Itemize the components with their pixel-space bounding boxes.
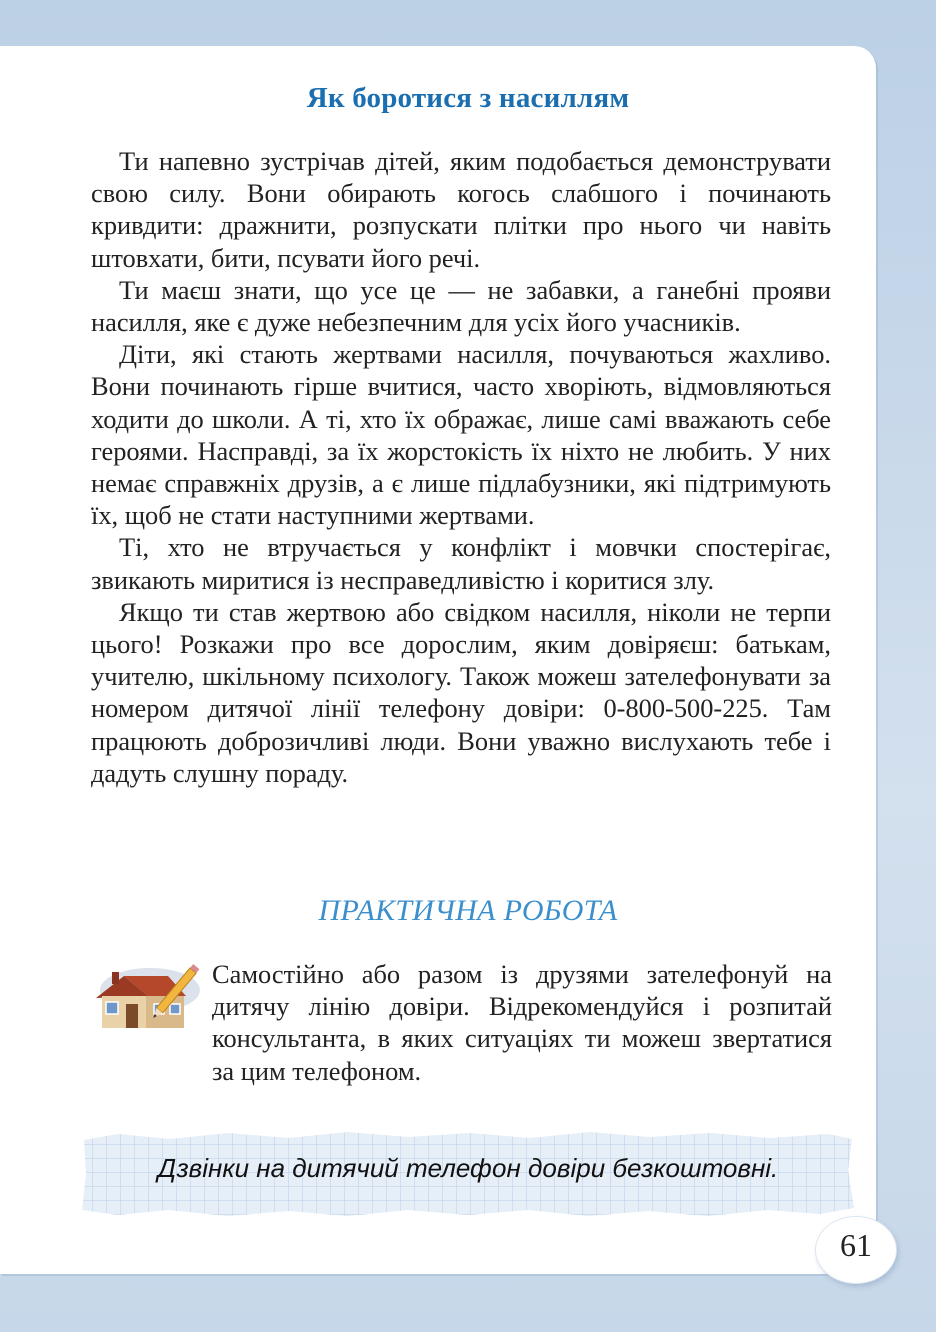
paragraph-2: Ти маєш знати, що усе це — не забавки, а ганебні прояви насилля, яке є дуже небезпечним для усіх його учасників. [91,274,831,338]
note-text: Дзвінки на дитячий телефон довіри безкоштовні. [157,1153,779,1183]
paragraph-3: Діти, які стають жертвами насилля, почуваються жахливо. Вони починають гірше вчитися, часто хворіють, відмовляються ходити до школи. А ті, хто їх ображає, лише самі вважають себе героями. Насправді, за їх жорстокість їх ніхто не любить. У них немає справжніх друзів, а є лише підлабузники, які підтримують їх, щоб не стати наступними жертвами. [91,339,831,531]
paragraph-4: Ті, хто не втручається у конфлікт і мовчки спостерігає, звикають миритися із несправедливістю і коритися злу. [91,532,831,595]
paragraph-5: Якщо ти став жертвою або свідком насилля, ніколи не терпи цього! Розкажи про все дорослим, яким довіряєш: батькам, учителю, шкільному психологу. Також можеш зателефонувати за номером дитячої лінії телефону довіри: 0-800-500-225. Там працюють доброзичливі люди. Вони уважно вислухають тебе і дадуть слушну пораду. [91,596,831,788]
house-with-pencil-icon [90,962,202,1032]
paragraph-1: Ти напевно зустрічав дітей, яким подобається демонструвати свою силу. Вони обирають когось слабшого і починають кривдити: дражнити, розпускати плітки про нього чи навіть штовхати, бити, псувати його речі. [91,146,831,273]
page-number: 61 [840,1227,872,1263]
section-title: Як боротися з насиллям [306,82,630,114]
practical-work-heading: ПРАКТИЧНА РОБОТА [318,894,618,927]
body-text [91,145,831,789]
practical-work-text: Самостійно або разом із друзями зателефонуй на дитячу лінію довіри. Відрекомендуйся і розпитай консультанта, в яких ситуаціях ти можеш звертатися за цим телефоном. [212,959,832,1086]
